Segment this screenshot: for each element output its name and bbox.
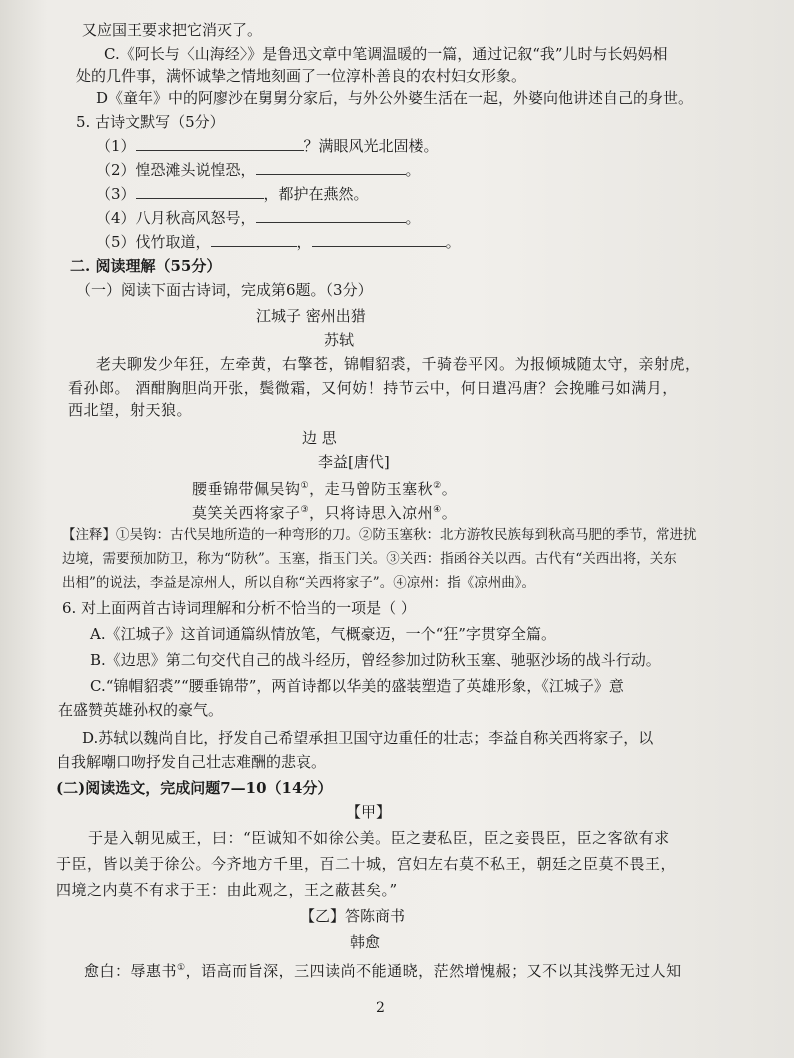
poem-1-line-3: 西北望，射天狼。 — [68, 401, 193, 419]
passage-yi-title: 【乙】答陈商书 — [300, 907, 406, 925]
footnote-1: ① — [300, 481, 310, 491]
answer-blank[interactable] — [256, 208, 406, 223]
answer-blank[interactable] — [211, 232, 297, 247]
answer-blank[interactable] — [312, 232, 446, 247]
poem-2-author: 李益[唐代] — [318, 453, 390, 471]
poem-2-title: 边 思 — [302, 429, 337, 447]
poem-1-title: 江城子 密州出猎 — [256, 307, 366, 325]
q6-option-d-line-1: D.苏轼以魏尚自比，抒发自己希望承担卫国守边重任的壮志；李益自称关西将家子，以 — [82, 729, 654, 747]
q5-item-4 — [96, 208, 421, 228]
annotation-line-2: 边境，需要预加防卫，称为“防秋”。玉塞，指玉门关。③关西：指函谷关以西。古代有“关西出将，关东 — [62, 551, 677, 567]
text-line: 处的几件事，满怀诚挚之情地刻画了一位淳朴善良的农村妇女形象。 — [76, 67, 527, 85]
passage-jia-line-3: 四境之内莫不有求于王：由此观之，王之蔽甚矣。” — [56, 881, 398, 899]
q6-option-b: B.《边思》第二句交代自己的战斗经历，曾经参加过防秋玉塞、驰驱沙场的战斗行动。 — [90, 651, 661, 669]
q5-item-5 — [96, 232, 461, 252]
q6-option-c-line-1: C.“锦帽貂裘”“腰垂锦带”，两首诗都以华美的盛装塑造了英雄形象，《江城子》意 — [90, 677, 624, 695]
poem-1-author: 苏轼 — [324, 331, 355, 349]
footnote-2: ② — [433, 481, 442, 491]
poem-2-line-2 — [192, 500, 457, 523]
q5-item-4-text: （4）八月秋高风怒号， — [96, 209, 256, 227]
q5-item-2-text: （2）惶恐滩头说惶恐， — [96, 161, 256, 179]
q5-item-5-text: （5）伐竹取道， — [96, 233, 211, 251]
page-number: 2 — [376, 1000, 385, 1016]
answer-blank[interactable] — [256, 160, 406, 175]
q5-item-5-end: 。 — [445, 233, 461, 251]
option-c-line: C.《阿长与〈山海经〉》是鲁迅文章中笔调温暖的一篇，通过记叙“我”儿时与长妈妈相 — [104, 45, 668, 63]
subsection-2-heading: (二)阅读选文，完成问题7—10（14分） — [56, 779, 333, 797]
passage-yi-author: 韩愈 — [350, 933, 381, 951]
poem-2-line-1 — [192, 476, 457, 499]
q5-item-3 — [96, 184, 369, 204]
answer-blank[interactable] — [136, 184, 264, 199]
annotation-line-3: 出相”的说法，李益是凉州人，所以自称“关西将家子”。④凉州：指《凉州曲》。 — [62, 575, 535, 591]
poem-2-line-2b: ，只将诗思入凉州 — [309, 504, 434, 522]
passage-yi-line-1 — [84, 958, 682, 981]
q5-item-4-end: 。 — [405, 209, 421, 227]
q5-item-1-text: ？满眼风光北固楼。 — [303, 137, 439, 155]
poem-2-line-1a: 腰垂锦带佩吴钩 — [192, 480, 301, 498]
passage-jia-line-2: 于臣，皆以美于徐公。今齐地方千里，百二十城，宫妇左右莫不私王，朝廷之臣莫不畏王， — [56, 855, 677, 873]
poem-2-line-1c: 。 — [441, 480, 458, 498]
poem-1-line-1: 老夫聊发少年狂，左牵黄，右擎苍，锦帽貂裘，千骑卷平冈。为报倾城随太守，亲射虎， — [96, 355, 701, 373]
answer-blank[interactable] — [136, 136, 304, 151]
passage-yi-line-1b: ，语高而旨深，三四读尚不能通晓，茫然增愧赧；又不以其浅弊无过人知 — [185, 962, 682, 980]
passage-jia-line-1: 于是入朝见威王，曰：“臣诚知不如徐公美。臣之妻私臣，臣之妾畏臣，臣之客欲有求 — [88, 829, 670, 847]
q6-option-c-line-2: 在盛赞英雄孙权的豪气。 — [58, 701, 224, 719]
passage-jia-label: 【甲】 — [346, 803, 392, 821]
q5-item-1 — [96, 136, 439, 156]
footnote-3: ③ — [300, 505, 310, 515]
poem-2-line-2a: 莫笑关西将家子 — [192, 504, 301, 522]
q5-item-1-number: （1） — [96, 137, 136, 155]
q5-item-5-mid: ， — [296, 233, 312, 251]
footnote-1: ① — [177, 963, 186, 973]
q5-item-2-end: 。 — [405, 161, 421, 179]
question-6: 6. 对上面两首古诗词理解和分析不恰当的一项是（ ） — [62, 599, 416, 617]
annotation-line-1: 【注释】①吴钩：古代吴地所造的一种弯形的刀。②防玉塞秋：北方游牧民族每到秋高马肥的季节，常进扰 — [62, 527, 697, 543]
poem-2-line-2c: 。 — [441, 504, 458, 522]
footnote-4: ④ — [433, 505, 442, 515]
q5-item-3-number: （3） — [96, 185, 136, 203]
q5-item-3-text: ，都护在燕然。 — [263, 185, 369, 203]
option-d-line: D《童年》中的阿廖沙在舅舅分家后，与外公外婆生活在一起，外婆向他讲述自己的身世。 — [96, 89, 694, 107]
text-line: 又应国王要求把它消灭了。 — [82, 21, 263, 39]
question-5-heading: 5. 古诗文默写（5分） — [76, 113, 225, 131]
passage-yi-line-1a: 愈白：辱惠书 — [84, 962, 178, 980]
q5-item-2 — [96, 160, 421, 180]
section-2-heading: 二. 阅读理解（55分） — [70, 257, 222, 275]
q6-option-a: A.《江城子》这首词通篇纵情放笔，气概豪迈，一个“狂”字贯穿全篇。 — [90, 625, 556, 643]
poem-2-line-1b: ，走马曾防玉塞秋 — [309, 480, 434, 498]
subsection-1-heading: （一）阅读下面古诗词，完成第6题。（3分） — [76, 281, 373, 299]
q6-option-d-line-2: 自我解嘲口吻抒发自己壮志难酬的悲哀。 — [56, 753, 327, 771]
poem-1-line-2: 看孙郎。 酒酣胸胆尚开张，鬓微霜，又何妨！持节云中，何日遣冯唐？会挽雕弓如满月， — [68, 379, 678, 397]
